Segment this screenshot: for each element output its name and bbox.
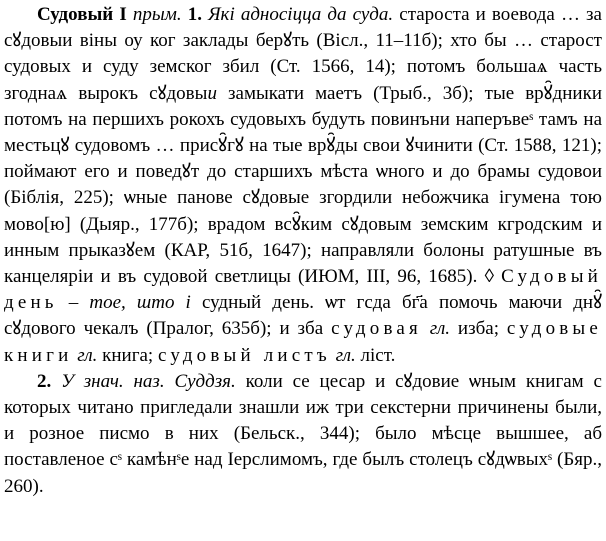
phrase-2-ref: гл. <box>421 318 458 340</box>
sense-1-citation-italic-1: и <box>207 82 217 104</box>
phrase-2-target: изба; <box>457 318 507 340</box>
sense-2-definition: У знач. наз. Суддзя. <box>61 370 236 392</box>
phrase-4-target: ліст. <box>360 344 396 366</box>
sense-1-citations-part-3: ѡт гсда бг҃а помочь маючи днꙋ̑ сꙋдового чекалъ (Пралог, 635б); и збa <box>4 292 603 340</box>
phrase-3-ref: гл. <box>72 344 103 366</box>
headword: Судовый I <box>37 4 127 25</box>
phrase-1-gloss-plain: судный день. <box>201 292 326 314</box>
phrase-3-target: книга; <box>102 344 158 366</box>
sense-1-definition: Які адносіцца да суда. <box>208 4 394 25</box>
part-of-speech: прым. <box>132 4 182 25</box>
phrase-sudovy-list: судовый листъ <box>157 344 331 366</box>
phrase-4-ref: гл. <box>330 344 361 366</box>
phrase-sudovye-knigi: судовые книги <box>4 318 602 366</box>
phrase-sudovaya: судовая <box>331 318 422 340</box>
sense-2-paragraph <box>4 369 602 500</box>
sense-2-citations: коли се цесар и сꙋдовие ѡным книгам с которых читано пригледали знашли иж три секстерни причинены были, и розное писмо в них (Бельск., 344); было мѣсце вышшее, аб поставленое сˢ камѣнˢе над Іерслимомъ, где былъ столецъ сꙋдѡвыхˢ (Бяр., 260). <box>4 370 602 497</box>
dictionary-entry <box>4 2 602 500</box>
sense-1-paragraph <box>4 2 602 369</box>
phrase-1-gloss: – тое, што і <box>57 292 202 314</box>
sense-1-citations-part-1: староста и воевода … за сꙋдовыи віны оу ког заклады берꙋть (Вісл., 11–11б); хто бы … старост судовых и суду земског збил (Ст. 1566, 14); потомъ большаѧ часть згоднаѧ вырокъ сꙋдовы <box>4 4 602 104</box>
sense-1-citations-part-2: замыкати маетъ (Трыб., 3б); тые врꙋ̑дники потомъ на першихъ рокохъ судовыхъ будуть повинъни наперъвеˢ тамъ на местьцꙋ судовомъ … присꙋ̑гꙋ на тые врꙋ̑ды свои ꙋчинити (Ст. 1588, 121); поймают его и поведꙋт до старшихъ мѣста ѡного и до брамы судовои (Біблія, 225); ѡные панове сꙋдовые згордили небожчика ігумена тою мово[ю] (Дыяр., 177б); врадом всꙋ̑ким сꙋдовым земским кгродским и инным прыказꙋем (КАР, 51б, 1647); направляли болоны ратушные въ канцеляріи и въ судовой светлицы (ИЮМ, III, 96, 1685). ◊ <box>4 82 602 288</box>
phrase-sudovy-den: Судовый день <box>4 266 602 314</box>
sense-1-number: 1. <box>187 4 202 25</box>
sense-2-number: 2. <box>37 370 52 392</box>
